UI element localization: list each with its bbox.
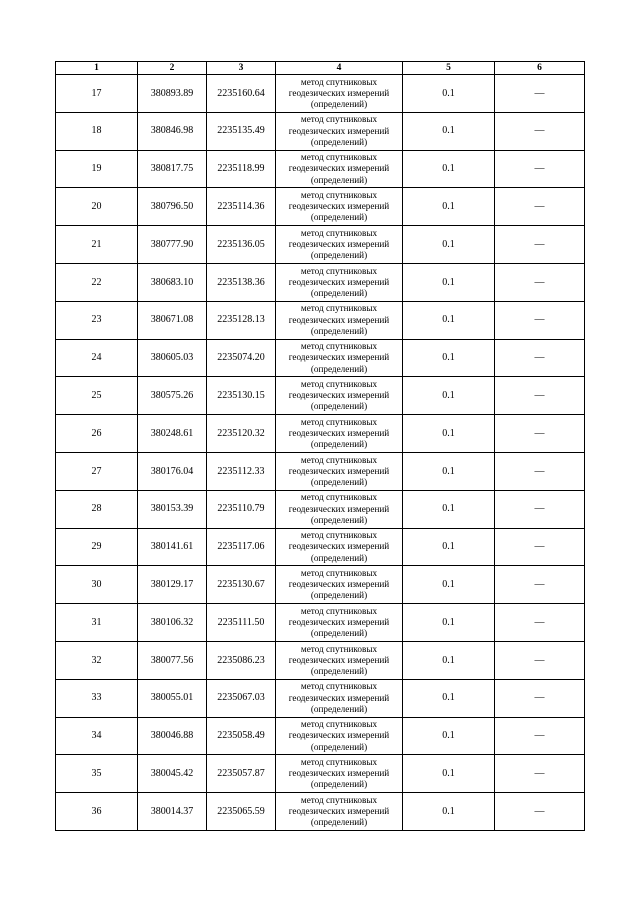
method-line-2: геодезических измерений [288, 201, 390, 212]
method-line-2: геодезических измерений [288, 238, 390, 249]
y-coordinate-cell: 2235138.36 [207, 263, 276, 301]
table-body [56, 75, 585, 831]
method-line-2: геодезических измерений [288, 390, 390, 401]
method-line-3: (определений) [310, 287, 368, 298]
method-line-1: метод спутниковых [300, 114, 378, 125]
description-cell: — [495, 415, 585, 453]
description-cell: — [495, 755, 585, 793]
y-coordinate-cell: 2235117.06 [207, 528, 276, 566]
x-coordinate-cell: 380055.01 [138, 679, 207, 717]
method-line-3: (определений) [310, 665, 368, 676]
method-line-1: метод спутниковых [300, 416, 378, 427]
accuracy-cell: 0.1 [403, 415, 495, 453]
accuracy-cell: 0.1 [403, 679, 495, 717]
method-line-2: геодезических измерений [288, 579, 390, 590]
description-cell: — [495, 226, 585, 264]
accuracy-cell: 0.1 [403, 150, 495, 188]
method-cell [276, 112, 403, 150]
method-cell [276, 717, 403, 755]
point-number-cell: 25 [56, 377, 138, 415]
y-coordinate-cell: 2235065.59 [207, 793, 276, 831]
x-coordinate-cell: 380045.42 [138, 755, 207, 793]
method-line-2: геодезических измерений [288, 276, 390, 287]
point-number-cell: 34 [56, 717, 138, 755]
x-coordinate-cell: 380106.32 [138, 604, 207, 642]
point-number-cell: 26 [56, 415, 138, 453]
point-number-cell: 17 [56, 75, 138, 113]
method-line-3: (определений) [310, 363, 368, 374]
column-header-3: 3 [207, 62, 276, 75]
table-row [56, 112, 585, 150]
method-line-3: (определений) [310, 741, 368, 752]
point-number-cell: 29 [56, 528, 138, 566]
coordinates-table [55, 61, 585, 831]
method-cell [276, 301, 403, 339]
method-line-3: (определений) [310, 250, 368, 261]
description-cell: — [495, 301, 585, 339]
point-number-cell: 18 [56, 112, 138, 150]
method-cell [276, 490, 403, 528]
y-coordinate-cell: 2235057.87 [207, 755, 276, 793]
method-line-1: метод спутниковых [300, 341, 378, 352]
y-coordinate-cell: 2235130.15 [207, 377, 276, 415]
method-line-2: геодезических измерений [288, 616, 390, 627]
description-cell: — [495, 377, 585, 415]
point-number-cell: 21 [56, 226, 138, 264]
x-coordinate-cell: 380777.90 [138, 226, 207, 264]
method-cell [276, 226, 403, 264]
x-coordinate-cell: 380141.61 [138, 528, 207, 566]
method-cell [276, 566, 403, 604]
method-line-3: (определений) [310, 174, 368, 185]
x-coordinate-cell: 380575.26 [138, 377, 207, 415]
description-cell: — [495, 679, 585, 717]
point-number-cell: 32 [56, 641, 138, 679]
table-row [56, 263, 585, 301]
x-coordinate-cell: 380605.03 [138, 339, 207, 377]
point-number-cell: 20 [56, 188, 138, 226]
table-row [56, 339, 585, 377]
y-coordinate-cell: 2235160.64 [207, 75, 276, 113]
description-cell: — [495, 566, 585, 604]
table-row [56, 301, 585, 339]
method-cell [276, 263, 403, 301]
method-cell [276, 641, 403, 679]
method-line-1: метод спутниковых [300, 794, 378, 805]
accuracy-cell: 0.1 [403, 490, 495, 528]
method-line-1: метод спутниковых [300, 492, 378, 503]
accuracy-cell: 0.1 [403, 717, 495, 755]
method-cell [276, 339, 403, 377]
method-line-1: метод спутниковых [300, 719, 378, 730]
column-header-5: 5 [403, 62, 495, 75]
y-coordinate-cell: 2235120.32 [207, 415, 276, 453]
table-row [56, 566, 585, 604]
column-header-2: 2 [138, 62, 207, 75]
method-cell [276, 75, 403, 113]
method-line-1: метод спутниковых [300, 378, 378, 389]
method-line-3: (определений) [310, 99, 368, 109]
point-number-cell: 19 [56, 150, 138, 188]
method-line-1: метод спутниковых [300, 530, 378, 541]
accuracy-cell: 0.1 [403, 604, 495, 642]
table-row [56, 490, 585, 528]
point-number-cell: 30 [56, 566, 138, 604]
y-coordinate-cell: 2235136.05 [207, 226, 276, 264]
y-coordinate-cell: 2235118.99 [207, 150, 276, 188]
method-line-2: геодезических измерений [288, 125, 390, 136]
table-row [56, 793, 585, 831]
table-row [56, 377, 585, 415]
method-line-3: (определений) [310, 779, 368, 790]
method-line-1: метод спутниковых [300, 189, 378, 200]
method-line-2: геодезических измерений [288, 730, 390, 741]
description-cell: — [495, 528, 585, 566]
method-line-3: (определений) [310, 325, 368, 336]
description-cell: — [495, 641, 585, 679]
description-cell: — [495, 263, 585, 301]
description-cell: — [495, 452, 585, 490]
x-coordinate-cell: 380014.37 [138, 793, 207, 831]
method-line-2: геодезических измерений [288, 87, 390, 98]
method-line-2: геодезических измерений [288, 654, 390, 665]
column-header-6: 6 [495, 62, 585, 75]
method-line-1: метод спутниковых [300, 152, 378, 163]
x-coordinate-cell: 380671.08 [138, 301, 207, 339]
method-line-3: (определений) [310, 401, 368, 412]
method-line-3: (определений) [310, 703, 368, 714]
table-row [56, 415, 585, 453]
method-line-2: геодезических измерений [288, 465, 390, 476]
accuracy-cell: 0.1 [403, 528, 495, 566]
description-cell: — [495, 112, 585, 150]
x-coordinate-cell: 380248.61 [138, 415, 207, 453]
x-coordinate-cell: 380846.98 [138, 112, 207, 150]
accuracy-cell: 0.1 [403, 755, 495, 793]
description-cell: — [495, 150, 585, 188]
y-coordinate-cell: 2235111.50 [207, 604, 276, 642]
description-cell: — [495, 793, 585, 831]
point-number-cell: 33 [56, 679, 138, 717]
point-number-cell: 22 [56, 263, 138, 301]
description-cell: — [495, 75, 585, 113]
table-row [56, 226, 585, 264]
method-line-2: геодезических измерений [288, 314, 390, 325]
x-coordinate-cell: 380046.88 [138, 717, 207, 755]
accuracy-cell: 0.1 [403, 301, 495, 339]
method-cell [276, 377, 403, 415]
method-line-3: (определений) [310, 212, 368, 223]
accuracy-cell: 0.1 [403, 793, 495, 831]
method-cell [276, 452, 403, 490]
x-coordinate-cell: 380796.50 [138, 188, 207, 226]
table-row [56, 717, 585, 755]
method-line-3: (определений) [310, 590, 368, 601]
description-cell: — [495, 604, 585, 642]
y-coordinate-cell: 2235110.79 [207, 490, 276, 528]
point-number-cell: 35 [56, 755, 138, 793]
method-line-2: геодезических измерений [288, 768, 390, 779]
table-row [56, 452, 585, 490]
method-cell [276, 679, 403, 717]
point-number-cell: 24 [56, 339, 138, 377]
accuracy-cell: 0.1 [403, 188, 495, 226]
header-row [56, 62, 585, 75]
description-cell: — [495, 717, 585, 755]
method-line-1: метод спутниковых [300, 567, 378, 578]
y-coordinate-cell: 2235130.67 [207, 566, 276, 604]
point-number-cell: 27 [56, 452, 138, 490]
table-row [56, 641, 585, 679]
y-coordinate-cell: 2235074.20 [207, 339, 276, 377]
method-line-1: метод спутниковых [300, 227, 378, 238]
method-line-3: (определений) [310, 476, 368, 487]
method-line-1: метод спутниковых [300, 303, 378, 314]
accuracy-cell: 0.1 [403, 112, 495, 150]
accuracy-cell: 0.1 [403, 452, 495, 490]
table-row [56, 188, 585, 226]
column-header-4: 4 [276, 62, 403, 75]
x-coordinate-cell: 380893.89 [138, 75, 207, 113]
method-cell [276, 755, 403, 793]
table-row [56, 604, 585, 642]
y-coordinate-cell: 2235114.36 [207, 188, 276, 226]
method-line-1: метод спутниковых [300, 454, 378, 465]
table-row [56, 75, 585, 113]
accuracy-cell: 0.1 [403, 339, 495, 377]
method-line-1: метод спутниковых [300, 681, 378, 692]
method-line-3: (определений) [310, 136, 368, 147]
accuracy-cell: 0.1 [403, 263, 495, 301]
description-cell: — [495, 188, 585, 226]
y-coordinate-cell: 2235058.49 [207, 717, 276, 755]
point-number-cell: 36 [56, 793, 138, 831]
accuracy-cell: 0.1 [403, 641, 495, 679]
method-line-1: метод спутниковых [300, 643, 378, 654]
column-header-1: 1 [56, 62, 138, 75]
accuracy-cell: 0.1 [403, 75, 495, 113]
x-coordinate-cell: 380176.04 [138, 452, 207, 490]
x-coordinate-cell: 380817.75 [138, 150, 207, 188]
table-row [56, 150, 585, 188]
method-line-3: (определений) [310, 628, 368, 639]
table-row [56, 528, 585, 566]
y-coordinate-cell: 2235086.23 [207, 641, 276, 679]
table-row [56, 755, 585, 793]
accuracy-cell: 0.1 [403, 566, 495, 604]
method-cell [276, 604, 403, 642]
method-line-1: метод спутниковых [300, 605, 378, 616]
method-line-2: геодезических измерений [288, 352, 390, 363]
method-line-1: метод спутниковых [300, 756, 378, 767]
method-line-2: геодезических измерений [288, 692, 390, 703]
method-line-3: (определений) [310, 439, 368, 450]
y-coordinate-cell: 2235112.33 [207, 452, 276, 490]
table-row [56, 679, 585, 717]
x-coordinate-cell: 380153.39 [138, 490, 207, 528]
method-line-3: (определений) [310, 514, 368, 525]
point-number-cell: 28 [56, 490, 138, 528]
y-coordinate-cell: 2235128.13 [207, 301, 276, 339]
method-line-2: геодезических измерений [288, 541, 390, 552]
method-line-2: геодезических измерений [288, 163, 390, 174]
x-coordinate-cell: 380129.17 [138, 566, 207, 604]
x-coordinate-cell: 380077.56 [138, 641, 207, 679]
method-line-1: метод спутниковых [300, 76, 378, 87]
description-cell: — [495, 339, 585, 377]
method-cell [276, 415, 403, 453]
accuracy-cell: 0.1 [403, 377, 495, 415]
point-number-cell: 31 [56, 604, 138, 642]
point-number-cell: 23 [56, 301, 138, 339]
method-cell [276, 188, 403, 226]
y-coordinate-cell: 2235135.49 [207, 112, 276, 150]
method-line-1: метод спутниковых [300, 265, 378, 276]
description-cell: — [495, 490, 585, 528]
method-cell [276, 528, 403, 566]
method-line-3: (определений) [310, 552, 368, 563]
method-line-2: геодезических измерений [288, 503, 390, 514]
y-coordinate-cell: 2235067.03 [207, 679, 276, 717]
x-coordinate-cell: 380683.10 [138, 263, 207, 301]
method-line-2: геодезических измерений [288, 427, 390, 438]
method-line-2: геодезических измерений [288, 805, 390, 816]
method-line-3: (определений) [310, 817, 368, 828]
method-cell [276, 793, 403, 831]
method-cell [276, 150, 403, 188]
accuracy-cell: 0.1 [403, 226, 495, 264]
